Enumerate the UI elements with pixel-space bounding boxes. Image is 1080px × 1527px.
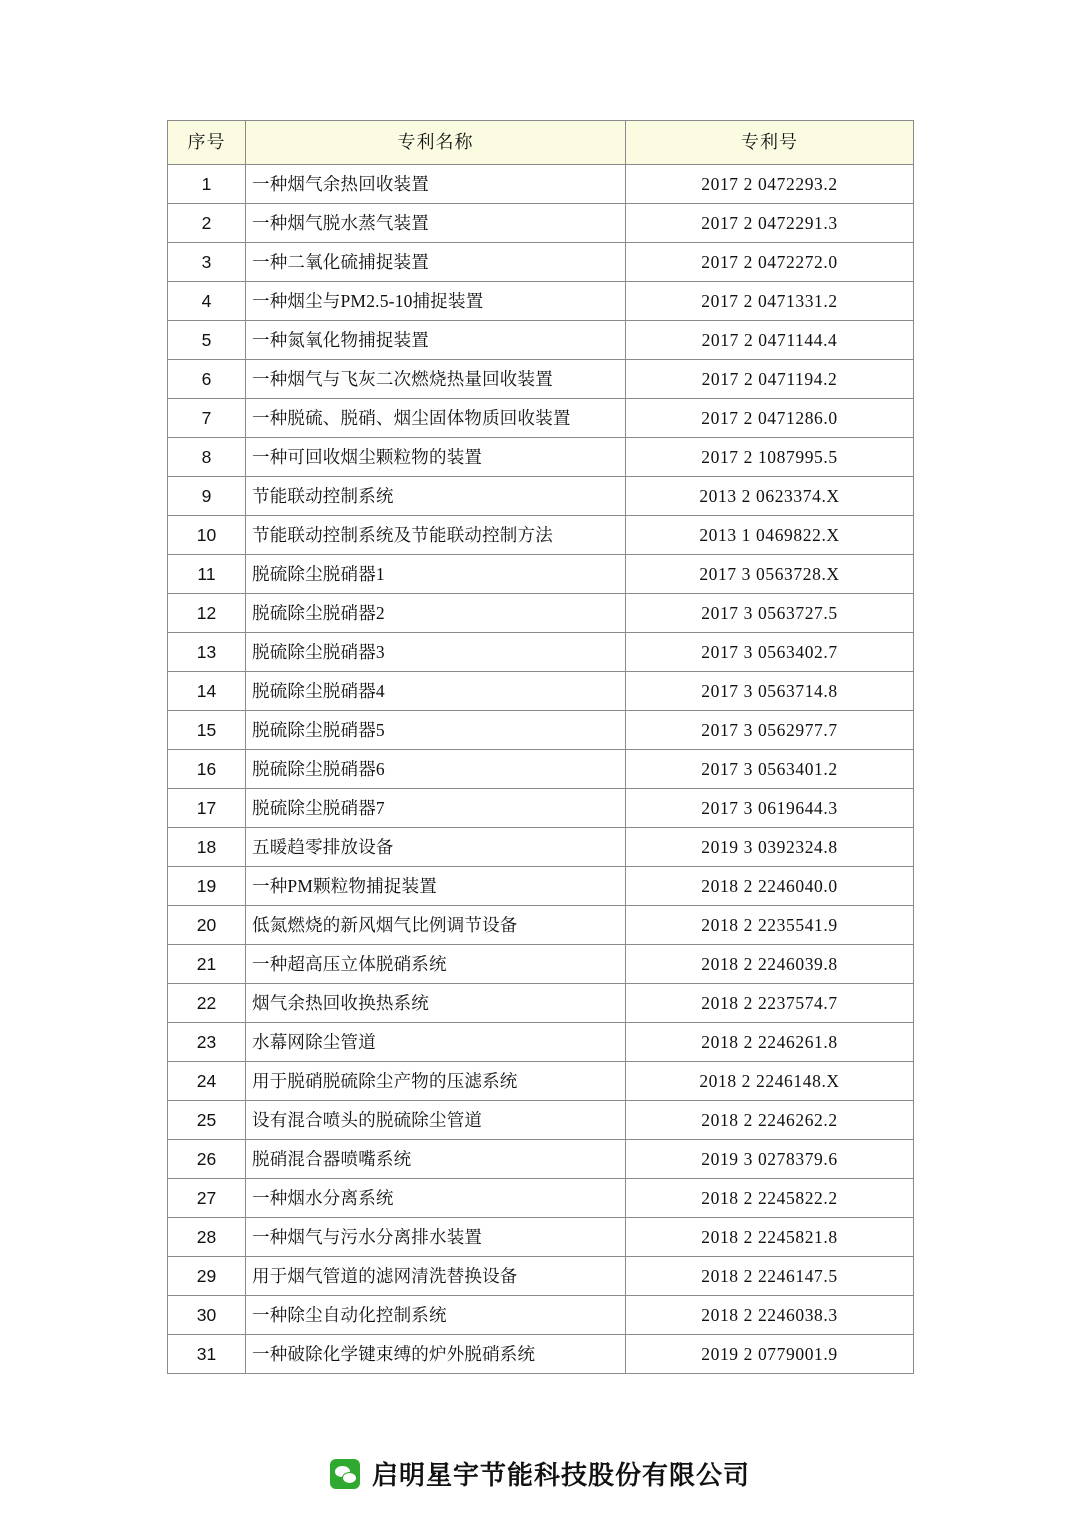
cell-patent-number: 2018 2 2235541.9: [626, 906, 914, 945]
cell-patent-name: 脱硫除尘脱硝器3: [246, 633, 626, 672]
cell-patent-name: 一种烟气与污水分离排水装置: [246, 1218, 626, 1257]
cell-patent-name: 一种脱硫、脱硝、烟尘固体物质回收装置: [246, 399, 626, 438]
cell-serial: 26: [168, 1140, 246, 1179]
cell-patent-number: 2017 3 0563727.5: [626, 594, 914, 633]
cell-patent-name: 设有混合喷头的脱硫除尘管道: [246, 1101, 626, 1140]
table-row: [168, 633, 914, 672]
cell-serial: 8: [168, 438, 246, 477]
table-row: [168, 1218, 914, 1257]
patent-table-container: [167, 120, 913, 1374]
cell-patent-number: 2018 2 2246038.3: [626, 1296, 914, 1335]
cell-patent-number: 2017 3 0563402.7: [626, 633, 914, 672]
cell-patent-name: 低氮燃烧的新风烟气比例调节设备: [246, 906, 626, 945]
cell-patent-name: 脱硫除尘脱硝器2: [246, 594, 626, 633]
table-row: [168, 165, 914, 204]
cell-patent-number: 2017 3 0563401.2: [626, 750, 914, 789]
cell-patent-number: 2019 3 0278379.6: [626, 1140, 914, 1179]
cell-serial: 27: [168, 1179, 246, 1218]
cell-patent-number: 2018 2 2246148.X: [626, 1062, 914, 1101]
cell-serial: 17: [168, 789, 246, 828]
cell-serial: 7: [168, 399, 246, 438]
cell-patent-number: 2017 2 0471144.4: [626, 321, 914, 360]
cell-patent-name: 烟气余热回收换热系统: [246, 984, 626, 1023]
cell-serial: 18: [168, 828, 246, 867]
cell-serial: 14: [168, 672, 246, 711]
cell-patent-number: 2018 2 2245822.2: [626, 1179, 914, 1218]
table-row: [168, 750, 914, 789]
column-header-patent-name: 专利名称: [246, 121, 626, 165]
cell-patent-number: 2018 2 2246261.8: [626, 1023, 914, 1062]
cell-patent-name: 一种破除化学键束缚的炉外脱硝系统: [246, 1335, 626, 1374]
cell-serial: 5: [168, 321, 246, 360]
cell-patent-number: 2013 1 0469822.X: [626, 516, 914, 555]
cell-patent-name: 节能联动控制系统及节能联动控制方法: [246, 516, 626, 555]
cell-patent-name: 一种二氧化硫捕捉装置: [246, 243, 626, 282]
cell-patent-name: 脱硫除尘脱硝器4: [246, 672, 626, 711]
table-row: [168, 360, 914, 399]
cell-serial: 21: [168, 945, 246, 984]
cell-patent-name: 五暖趋零排放设备: [246, 828, 626, 867]
cell-patent-name: 节能联动控制系统: [246, 477, 626, 516]
cell-patent-number: 2017 2 0472293.2: [626, 165, 914, 204]
table-row: [168, 1179, 914, 1218]
cell-serial: 11: [168, 555, 246, 594]
table-row: [168, 711, 914, 750]
table-row: [168, 282, 914, 321]
cell-patent-number: 2017 2 1087995.5: [626, 438, 914, 477]
cell-serial: 3: [168, 243, 246, 282]
table-row: [168, 1296, 914, 1335]
table-row: [168, 399, 914, 438]
cell-patent-name: 一种烟气余热回收装置: [246, 165, 626, 204]
cell-patent-name: 脱硫除尘脱硝器6: [246, 750, 626, 789]
cell-patent-name: 脱硫除尘脱硝器5: [246, 711, 626, 750]
footer: [0, 1455, 1080, 1492]
cell-serial: 31: [168, 1335, 246, 1374]
table-header: [168, 121, 914, 165]
cell-serial: 10: [168, 516, 246, 555]
table-row: [168, 672, 914, 711]
cell-serial: 25: [168, 1101, 246, 1140]
table-row: [168, 945, 914, 984]
table-row: [168, 204, 914, 243]
table-body: [168, 165, 914, 1374]
cell-serial: 4: [168, 282, 246, 321]
cell-patent-name: 脱硫除尘脱硝器1: [246, 555, 626, 594]
cell-serial: 13: [168, 633, 246, 672]
cell-serial: 20: [168, 906, 246, 945]
cell-patent-number: 2018 2 2245821.8: [626, 1218, 914, 1257]
cell-patent-number: 2019 3 0392324.8: [626, 828, 914, 867]
wechat-icon: [330, 1459, 360, 1489]
table-row: [168, 984, 914, 1023]
cell-patent-number: 2017 2 0472272.0: [626, 243, 914, 282]
cell-patent-name: 脱硫除尘脱硝器7: [246, 789, 626, 828]
table-row: [168, 516, 914, 555]
cell-patent-number: 2017 3 0563728.X: [626, 555, 914, 594]
cell-patent-number: 2018 2 2246040.0: [626, 867, 914, 906]
cell-patent-number: 2019 2 0779001.9: [626, 1335, 914, 1374]
cell-serial: 19: [168, 867, 246, 906]
cell-patent-number: 2018 2 2246039.8: [626, 945, 914, 984]
table-row: [168, 1335, 914, 1374]
table-header-row: [168, 121, 914, 165]
cell-serial: 28: [168, 1218, 246, 1257]
cell-patent-name: 用于烟气管道的滤网清洗替换设备: [246, 1257, 626, 1296]
table-row: [168, 555, 914, 594]
table-row: [168, 243, 914, 282]
cell-serial: 15: [168, 711, 246, 750]
cell-serial: 2: [168, 204, 246, 243]
column-header-patent-number: 专利号: [626, 121, 914, 165]
cell-serial: 30: [168, 1296, 246, 1335]
patent-table: [167, 120, 914, 1374]
cell-patent-name: 一种PM颗粒物捕捉装置: [246, 867, 626, 906]
table-row: [168, 1023, 914, 1062]
cell-serial: 23: [168, 1023, 246, 1062]
cell-serial: 6: [168, 360, 246, 399]
cell-patent-number: 2017 3 0619644.3: [626, 789, 914, 828]
cell-patent-number: 2018 2 2237574.7: [626, 984, 914, 1023]
cell-patent-number: 2017 2 0472291.3: [626, 204, 914, 243]
cell-serial: 9: [168, 477, 246, 516]
footer-company-name: 启明星宇节能科技股份有限公司: [371, 1460, 750, 1490]
cell-patent-name: 一种除尘自动化控制系统: [246, 1296, 626, 1335]
cell-patent-name: 脱硝混合器喷嘴系统: [246, 1140, 626, 1179]
cell-serial: 29: [168, 1257, 246, 1296]
cell-patent-number: 2017 2 0471194.2: [626, 360, 914, 399]
cell-patent-number: 2017 2 0471331.2: [626, 282, 914, 321]
cell-serial: 24: [168, 1062, 246, 1101]
table-row: [168, 321, 914, 360]
cell-patent-name: 一种烟气脱水蒸气装置: [246, 204, 626, 243]
cell-patent-number: 2017 2 0471286.0: [626, 399, 914, 438]
cell-serial: 22: [168, 984, 246, 1023]
column-header-serial: 序号: [168, 121, 246, 165]
table-row: [168, 594, 914, 633]
table-row: [168, 1101, 914, 1140]
cell-serial: 12: [168, 594, 246, 633]
cell-patent-name: 一种可回收烟尘颗粒物的装置: [246, 438, 626, 477]
table-row: [168, 906, 914, 945]
cell-serial: 16: [168, 750, 246, 789]
cell-patent-number: 2017 3 0563714.8: [626, 672, 914, 711]
table-row: [168, 1062, 914, 1101]
table-row: [168, 477, 914, 516]
table-row: [168, 438, 914, 477]
table-row: [168, 867, 914, 906]
cell-patent-name: 水幕网除尘管道: [246, 1023, 626, 1062]
cell-patent-number: 2018 2 2246262.2: [626, 1101, 914, 1140]
cell-patent-number: 2018 2 2246147.5: [626, 1257, 914, 1296]
table-row: [168, 789, 914, 828]
table-row: [168, 1257, 914, 1296]
table-row: [168, 1140, 914, 1179]
cell-patent-name: 一种超高压立体脱硝系统: [246, 945, 626, 984]
cell-patent-number: 2013 2 0623374.X: [626, 477, 914, 516]
cell-patent-name: 一种氮氧化物捕捉装置: [246, 321, 626, 360]
cell-patent-name: 一种烟尘与PM2.5-10捕捉装置: [246, 282, 626, 321]
cell-patent-number: 2017 3 0562977.7: [626, 711, 914, 750]
table-row: [168, 828, 914, 867]
cell-serial: 1: [168, 165, 246, 204]
cell-patent-name: 一种烟水分离系统: [246, 1179, 626, 1218]
cell-patent-name: 一种烟气与飞灰二次燃烧热量回收装置: [246, 360, 626, 399]
cell-patent-name: 用于脱硝脱硫除尘产物的压滤系统: [246, 1062, 626, 1101]
